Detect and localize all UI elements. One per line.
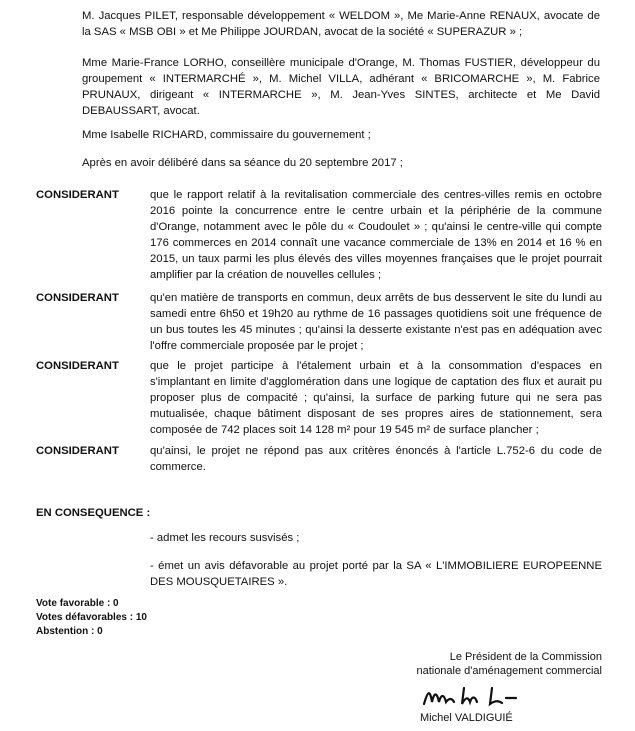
votes-defavorables: Votes défavorables : 10	[36, 612, 147, 623]
handwritten-signature	[420, 684, 530, 710]
attendees-paragraph-2: Mme Marie-France LORHO, conseillère municipale d'Orange, M. Thomas FUSTIER, développeur du groupement « INTERMARCHÉ », M. Michel VILLA, adhérant « BRICOMARCHE », M. Fabrice PRUNAUX, dirigeant « INTERMARCHE », M. Jean-Yves SINTES, architecte et Me David DEBAUSSART, avocat.	[82, 57, 600, 117]
signature-title-line-1: Le Président de la Commission	[449, 651, 602, 663]
consequence-item-2: - émet un avis défavorable au projet porté par la SA « L'IMMOBILIERE EUROPEENNE DES MOUSQUETAIRES ».	[150, 560, 602, 588]
signature-title-line-2: nationale d'aménagement commercial	[416, 665, 602, 677]
consequence-item-1: - admet les recours susvisés ;	[150, 532, 300, 544]
signature-title	[370, 650, 602, 678]
considerant-text-1: que le rapport relatif à la revitalisation commerciale des centres-villes remis en octobre 2016 pointe la concurrence entre le centre urbain et la périphérie de la commune d'Orange, notamment avec le pôle du « Coudoulet » ; qu'ainsi le centre-ville qui compte 176 commerces en 2014 connaît une vacance commerciale de 13% en 2014 et 16 % en 2015, un taux parmi les plus élevés des villes moyennes françaises que le projet pourrait amplifier par la création de nouvelles cellules ;	[150, 189, 602, 281]
deliberation-paragraph: Après en avoir délibéré dans sa séance du 20 septembre 2017 ;	[82, 157, 403, 169]
considerant-label-2: CONSIDERANT	[36, 292, 119, 304]
considerant-label-3: CONSIDERANT	[36, 360, 119, 372]
attendees-paragraph-1: M. Jacques PILET, responsable développement « WELDOM », Me Marie-Anne RENAUX, avocate de la SAS « MSB OBI » et Me Philippe JOURDAN, avocat de la société « SUPERAZUR » ;	[82, 10, 600, 38]
considerant-label-4: CONSIDERANT	[36, 445, 119, 457]
vote-abstention: Abstention : 0	[36, 626, 103, 637]
considerant-text-2: qu'en matière de transports en commun, deux arrêts de bus desservent le site du lundi au samedi entre 6h50 et 19h20 au rythme de 16 passages quotidiens soit une fréquence de un bus toutes les 45 minutes ; qu'ainsi la desserte existante n'est pas en adéquation avec l'offre commerciale proposée par le projet ;	[150, 292, 602, 352]
consequence-label: EN CONSEQUENCE :	[36, 507, 151, 519]
votes-block	[36, 597, 147, 639]
considerant-text-4: qu'ainsi, le projet ne répond pas aux critères énoncés à l'article L.752-6 du code de commerce.	[150, 445, 602, 473]
considerant-label-1: CONSIDERANT	[36, 189, 119, 201]
vote-favorable: Vote favorable : 0	[36, 598, 119, 609]
signatory-name: Michel VALDIGUIÉ	[420, 712, 513, 724]
commissioner-paragraph: Mme Isabelle RICHARD, commissaire du gouvernement ;	[82, 129, 371, 141]
considerant-text-3: que le projet participe à l'étalement urbain et à la consommation d'espaces en s'implantant en limite d'agglomération dans une logique de captation des flux et aurait pu proposer plus de compacité ; qu'ainsi, la surface de parking future qui ne sera pas mutualisée, chaque bâtiment disposant de ses propres aires de stationnement, sera composée de 742 places soit 14 128 m² pour 19 545 m² de surface plancher ;	[150, 360, 602, 436]
